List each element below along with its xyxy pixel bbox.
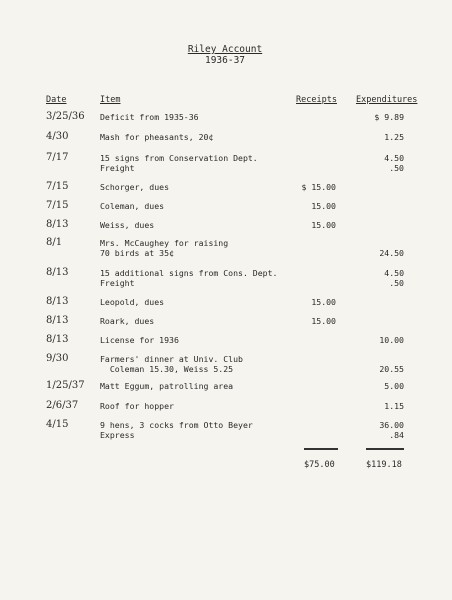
row-item: Coleman, dues [100,201,165,211]
row-item: Mash for pheasants, 20¢ [100,132,214,142]
row-item: License for 1936 [100,335,179,345]
row-item: Roof for hopper [100,401,174,411]
header-date: Date [46,95,67,105]
row-date: 8/13 [46,219,69,230]
row-expenditure: 4.50 .50 [384,268,404,288]
row-item: Matt Eggum, patrolling area [100,381,234,391]
row-item: 15 additional signs from Cons. Dept. Freight [100,268,278,288]
title-account-name: Riley Account [187,44,263,55]
expenditures-total-rule [366,448,404,450]
header-receipts: Receipts [296,95,337,105]
row-expenditure: 4.50 .50 [384,153,404,173]
row-date: 8/1 [46,237,63,248]
receipts-total-rule [304,448,338,450]
row-item: Roark, dues [100,316,155,326]
row-item: Leopold, dues [100,297,165,307]
row-date: 8/13 [46,315,69,326]
row-expenditure: 1.15 [384,401,404,411]
row-expenditure: $ 9.89 [374,112,404,122]
row-expenditure: 20.55 [379,364,404,374]
row-expenditure: 10.00 [379,335,404,345]
row-item: Schorger, dues [100,182,170,192]
row-date: 4/15 [46,419,69,430]
receipts-total: $75.00 [304,460,335,470]
row-item: Mrs. McCaughey for raising 70 birds at 35¢ [100,238,229,258]
row-expenditure: 5.00 [384,381,404,391]
header-expenditures: Expenditures [356,95,418,105]
row-date: 8/13 [46,296,69,307]
row-item: Deficit from 1935-36 [100,112,199,122]
document-title [150,44,300,66]
row-date: 8/13 [46,334,69,345]
row-date: 9/30 [46,353,69,364]
row-receipt: 15.00 [311,297,336,307]
row-date: 1/25/37 [46,380,85,391]
row-date: 7/15 [46,181,69,192]
row-receipt: 15.00 [311,220,336,230]
row-date: 3/25/36 [46,111,85,122]
row-date: 7/15 [46,200,69,211]
row-receipt: 15.00 [311,201,336,211]
row-item: 15 signs from Conservation Dept. Freight [100,153,258,173]
row-item: 9 hens, 3 cocks from Otto Beyer Express [100,420,253,440]
row-receipt: $ 15.00 [301,182,336,192]
row-receipt: 15.00 [311,316,336,326]
row-expenditure: 1.25 [384,132,404,142]
row-item: Farmers' dinner at Univ. Club Coleman 15.30, Weiss 5.25 [100,354,243,374]
row-date: 4/30 [46,131,69,142]
expenditures-total: $119.18 [366,460,402,470]
row-expenditure: 36.00 .84 [379,420,404,440]
header-item: Item [100,95,121,105]
row-date: 2/6/37 [46,400,79,411]
row-item: Weiss, dues [100,220,155,230]
row-date: 8/13 [46,267,69,278]
row-expenditure: 24.50 [379,248,404,258]
title-year: 1936-37 [204,55,246,66]
row-date: 7/17 [46,152,69,163]
